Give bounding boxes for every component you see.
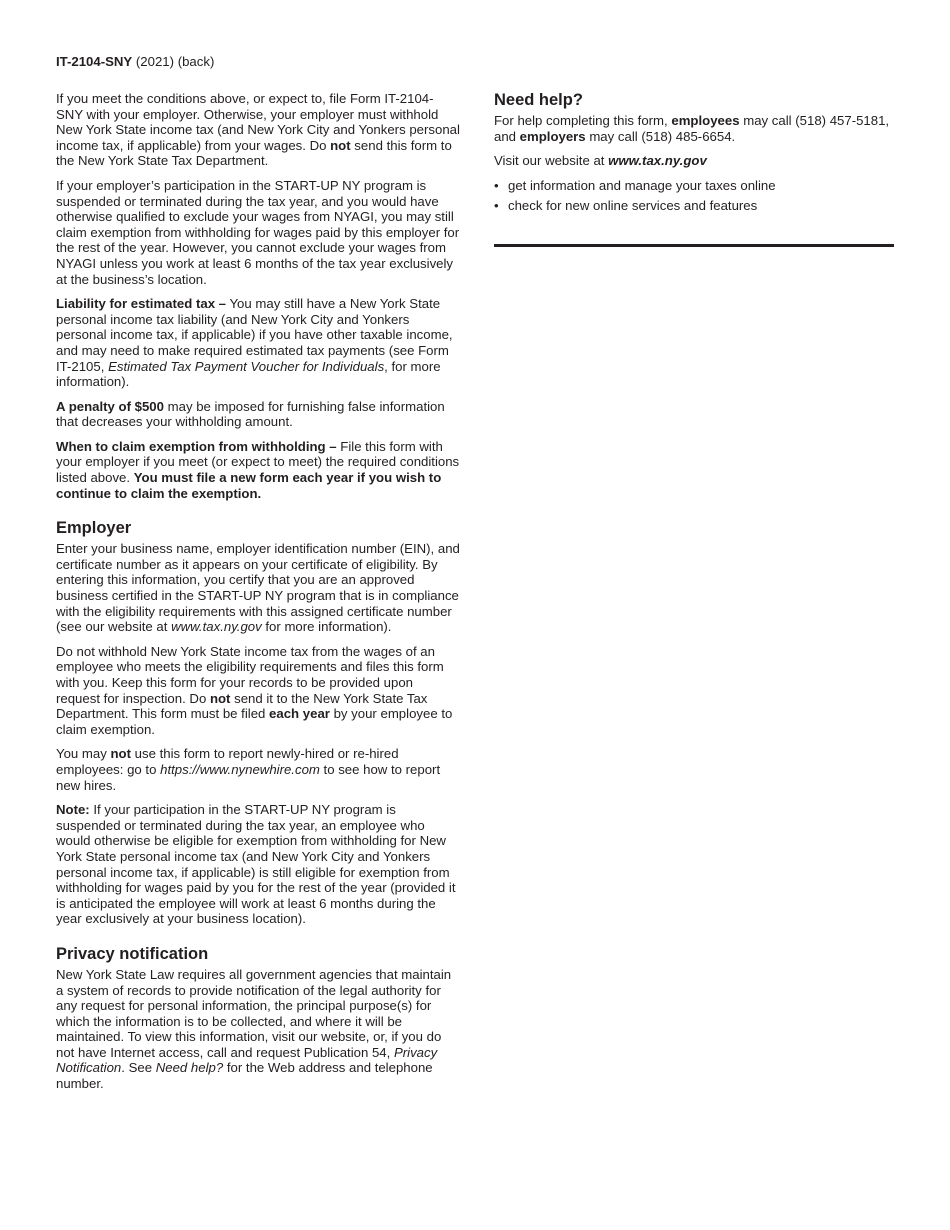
help-bullet-item: • check for new online services and features <box>494 198 894 214</box>
website-paragraph: Visit our website at www.tax.ny.gov <box>494 153 707 169</box>
employer-paragraph-1: Enter your business name, employer identification number (EIN), and certificate number as it appears on your certificate of eligibility. By entering this information, you certify that you are an approved business certified in the START-UP NY program that is in compliance with the eligibility requirements with this assigned certificate number (see our website at www.tax.ny.gov for more information). <box>56 541 460 635</box>
employer-section <box>56 518 460 927</box>
help-phone-paragraph: For help completing this form, employees may call (518) 457-5181, and employers may call (518) 485-6654. <box>494 113 890 144</box>
employer-paragraph-3: You may not use this form to report newly-hired or re-hired employees: go to https://www.nynewhire.com to see how to report new hires. <box>56 746 441 793</box>
help-bullet-list <box>494 178 894 214</box>
employer-note: Note: If your participation in the START-UP NY program is suspended or terminated during the tax year, an employee who would otherwise be eligible for exemption from withholding for New York State personal income tax (and New York City and Yonkers personal income tax, if applicable) is still eligible for exemption from withholding for wages paid by you for the rest of the year (provided it is anticipated the employee will work at least 6 months during the year exclusively at your business location). <box>56 802 456 927</box>
when-to-claim-paragraph: When to claim exemption from withholding – File this form with your employer if you meet (or expect to meet) the required conditions listed above. You must file a new form each year if you wish to continue to claim the exemption. <box>56 438 460 501</box>
penalty-paragraph: A penalty of $500 may be imposed for furnishing false information that decreases your withholding amount. <box>56 398 445 430</box>
form-id: IT-2104-SNY <box>56 54 133 69</box>
form-year-side: (2021) (back) <box>135 54 215 69</box>
right-column <box>494 90 894 247</box>
liability-paragraph: Liability for estimated tax – You may still have a New York State personal income tax liability (and New York City and Yonkers personal income tax, if applicable) if you have other taxable income, and may need to make required estimated tax payments (see Form IT-2105, Estimated Tax Payment Voucher for Individuals, for more information). <box>56 296 453 390</box>
form-header <box>56 54 214 69</box>
section-divider <box>494 244 894 247</box>
employer-paragraph-2: Do not withhold New York State income tax from the wages of an employee who meets the eligibility requirements and files this form with you. Keep this form for your records to be provided upon request for inspection. Do not send it to the New York State Tax Department. This form must be filed each year by your employee to claim exemption. <box>56 643 453 737</box>
employer-heading: Employer <box>56 519 132 538</box>
privacy-heading: Privacy notification <box>56 944 209 963</box>
need-help-heading: Need help? <box>494 91 583 109</box>
help-bullet-item: • get information and manage your taxes online <box>494 178 894 194</box>
privacy-section <box>56 944 460 1092</box>
suspension-paragraph: If your employer’s participation in the START-UP NY program is suspended or terminated during the tax year, and you would have otherwise qualified to exclude your wages from NYAGI, you may still claim exemption from withholding for wages paid by this employer for the rest of the year. However, you cannot exclude your wages from NYAGI unless you work at least 6 months of the tax year exclusively at the business’s location. <box>56 177 460 287</box>
privacy-paragraph: New York State Law requires all government agencies that maintain a system of records to provide notification of the legal authority for any request for personal information, the principal purpose(s) for which the information is to be collected, and where it will be maintained. To view this information, visit our website, or, if you do not have Internet access, call and request Publication 54, Privacy Notification. See Need help? for the Web address and telephone number. <box>56 966 452 1092</box>
website-link[interactable]: www.tax.ny.gov <box>608 153 707 169</box>
filing-paragraph: If you meet the conditions above, or expect to, file Form IT-2104-SNY with your employer. Otherwise, your employer must withhold New York State income tax (and New York City and Yonkers personal income tax, if applicable) from your wages. Do not send this form to the New York State Tax Department. <box>56 91 460 169</box>
left-column <box>56 91 460 1101</box>
